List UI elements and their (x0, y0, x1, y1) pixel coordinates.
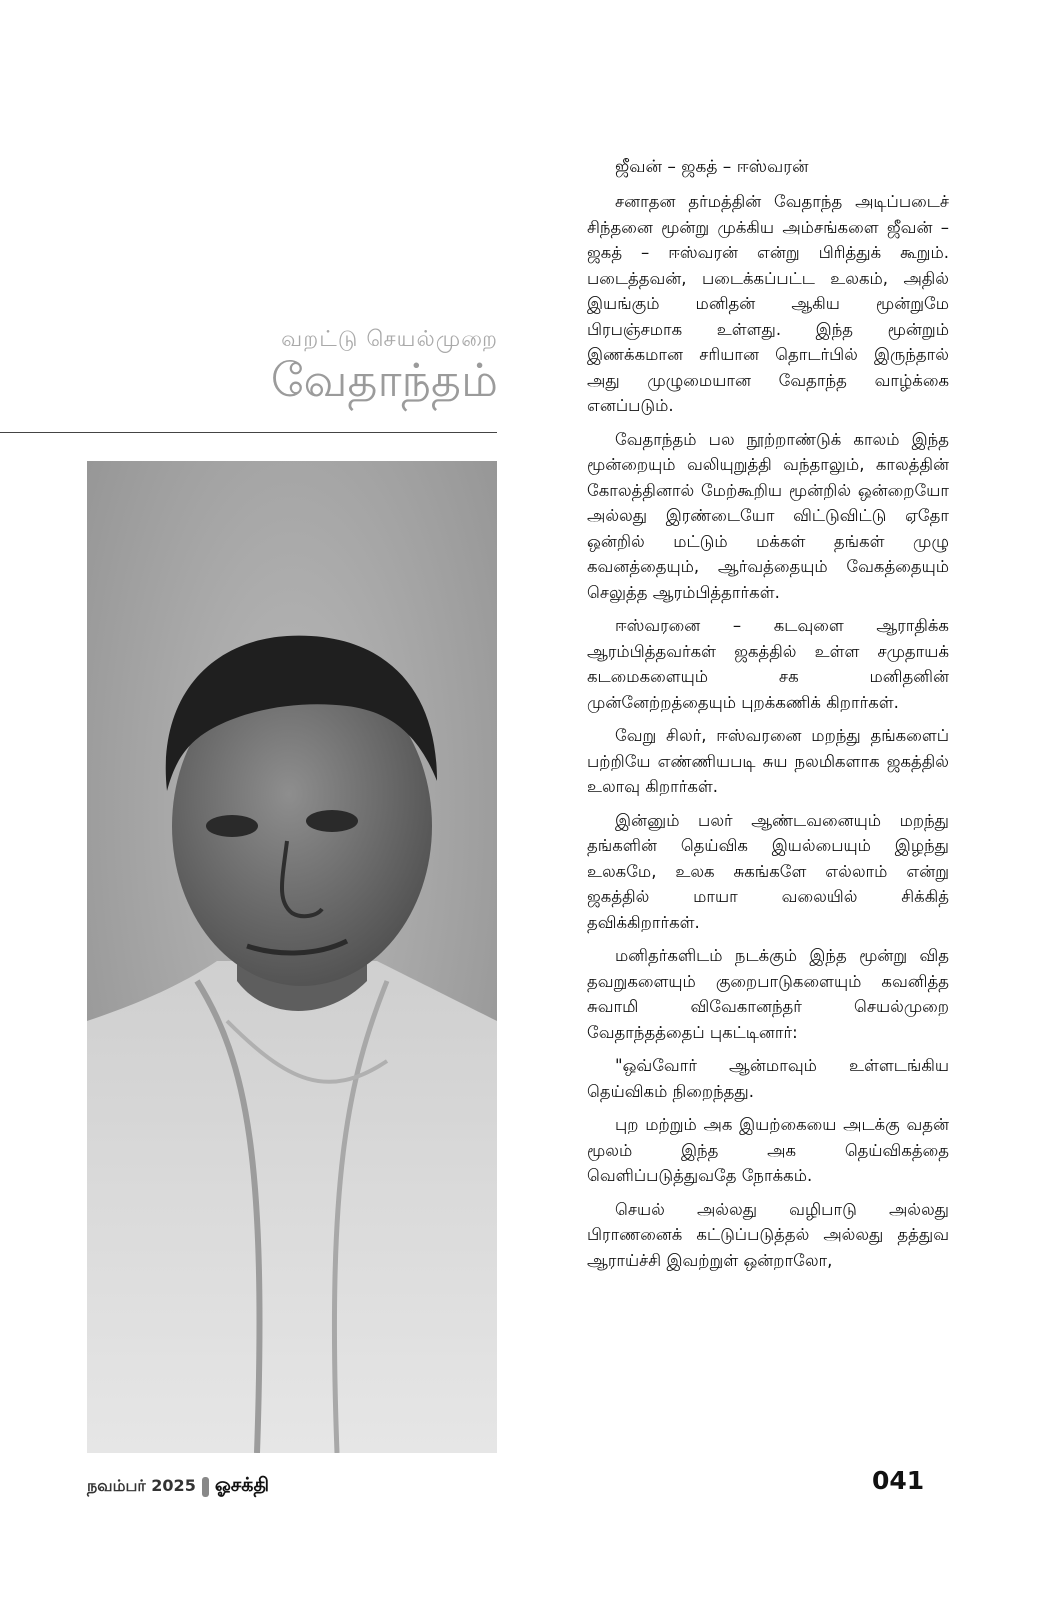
issue-date: நவம்பர் 2025 (87, 1476, 196, 1495)
column-title-block (248, 328, 498, 407)
article (587, 155, 949, 1281)
paragraph: வேதாந்தம் பல நூற்றாண்டுக் காலம் இந்த மூன்றையும் வலியுறுத்தி வந்தாலும், காலத்தின் கோலத்தினால் மேற்கூறிய மூன்றில் ஒன்றையோ அல்லது இரண்டையோ விட்டுவிட்டு ஏதோ ஒன்றில் மட்டும் மக்கள் தங்கள் முழு கவனத்தையும், ஆர்வத்தையும் வேகத்தையும் செலுத்த ஆரம்பித்தார்கள். (587, 429, 949, 602)
footer-issue (87, 1474, 269, 1499)
paragraph: புற மற்றும் அக இயற்கையை அடக்கு வதன் மூலம் இந்த அக தெய்விகத்தை வெளிப்படுத்துவதே நோக்கம். (587, 1115, 949, 1185)
footer-separator (202, 1477, 209, 1497)
paragraph: சனாதன தர்மத்தின் வேதாந்த அடிப்படைச் சிந்தனை மூன்று முக்கிய அம்சங்களை ஜீவன் – ஜகத் – ஈஸ்வரன் என்று பிரித்துக் கூறும். படைத்தவன், படைக்கப்பட்ட உலகம், அதில் இயங்கும் மனிதன் ஆகிய மூன்றுமே பிரபஞ்சமாக உள்ளது. இந்த மூன்றும் இணக்கமான சரியான தொடர்பில் இருந்தால் அது முழுமையான வேதாந்த வாழ்க்கை எனப்படும். (587, 192, 949, 415)
page-number: 041 (872, 1466, 925, 1495)
section-divider (0, 432, 497, 433)
paragraph: "ஒவ்வோர் ஆன்மாவும் உள்ளடங்கிய தெய்விகம் நிறைந்தது. (587, 1056, 949, 1101)
paragraph: ஈஸ்வரனை – கடவுளை ஆராதிக்க ஆரம்பித்தவர்கள் ஜகத்தில் உள்ள சமுதாயக் கடமைகளையும் சக மனிதனின் முன்னேற்றத்தையும் புறக்கணிக் கிறார்கள். (587, 616, 949, 712)
column-name: வேதாந்தம் (270, 353, 498, 408)
paragraph: வேறு சிலர், ஈஸ்வரனை மறந்து தங்களைப் பற்றியே எண்ணியபடி சுய நலமிகளாக ஜகத்தில் உலாவு கிறார்கள். (587, 726, 949, 796)
portrait-illustration (87, 461, 497, 1453)
article-subhead: ஜீவன் – ஜகத் – ஈஸ்வரன் (615, 157, 809, 177)
portrait-photo (87, 461, 497, 1453)
column-kicker: வறட்டு செயல்முறை (281, 327, 498, 352)
paragraph: செயல் அல்லது வழிபாடு அல்லது பிராணனைக் கட்டுப்படுத்தல் அல்லது தத்துவ ஆராய்ச்சி இவற்றுள் ஒன்றாலோ, (587, 1199, 949, 1270)
magazine-name: ஓசக்தி (214, 1474, 270, 1496)
paragraph: இன்னும் பலர் ஆண்டவனையும் மறந்து தங்களின் தெய்விக இயல்பையும் இழந்து உலகமே, உலக சுகங்களே எல்லாம் என்று ஜகத்தில் மாயா வலையில் சிக்கித் தவிக்கிறார்கள். (587, 810, 949, 932)
paragraph: மனிதர்களிடம் நடக்கும் இந்த மூன்று வித தவறுகளையும் குறைபாடுகளையும் கவனித்த சுவாமி விவேகானந்தர் செயல்முறை வேதாந்தத்தைப் புகட்டினார்: (587, 946, 949, 1042)
